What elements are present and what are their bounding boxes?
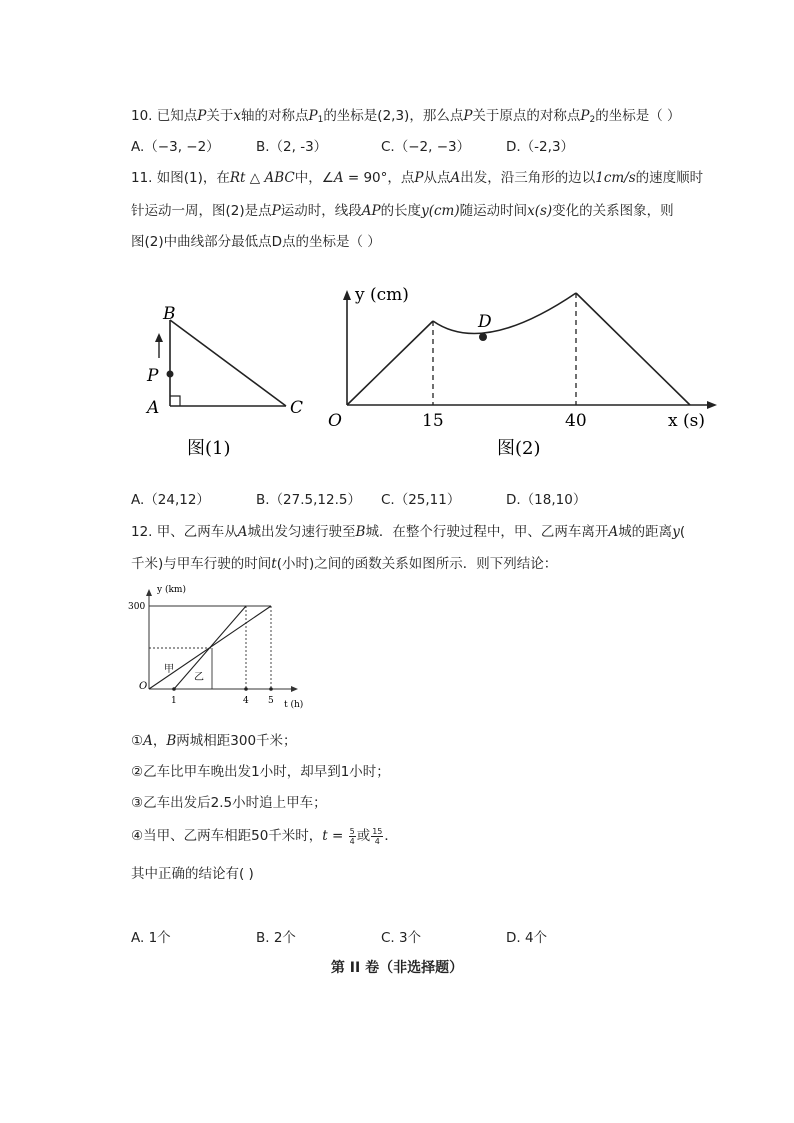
- right-angle-mark: [170, 396, 180, 406]
- label-d: D: [478, 312, 492, 332]
- q10-sub: 2: [589, 115, 596, 125]
- q10-text: 的坐标是（ ）: [595, 108, 681, 124]
- x-axis-label: t (h): [284, 700, 304, 710]
- tick-label-5: 5: [268, 696, 274, 706]
- q11-math: A: [333, 170, 344, 186]
- q11-option-d[interactable]: D.（18,10）: [506, 492, 587, 508]
- q10-text: 轴的对称点: [240, 108, 309, 124]
- q12-conclusion-4: [131, 824, 398, 846]
- q12-conclusion-1: [131, 729, 297, 749]
- q12-text: 千米)与甲车行驶的时间: [131, 556, 272, 572]
- q12-question: 其中正确的结论有( ): [131, 866, 254, 882]
- triangle-side-bc: [170, 320, 286, 406]
- section-title: 第 II 卷（非选择题）: [330, 960, 464, 976]
- label-yi: 乙: [194, 672, 204, 683]
- q12-stem-line2: [131, 552, 557, 572]
- q11-text: = 90°，点: [343, 170, 415, 186]
- q12-graph: [125, 580, 315, 715]
- y-axis-label: y (km): [157, 585, 186, 595]
- q12-option-d[interactable]: D. 4个: [506, 930, 548, 946]
- q11-math: y(cm): [421, 203, 460, 219]
- direction-arrow-icon: [155, 333, 163, 342]
- q11-math: P: [414, 170, 424, 186]
- tick-label-4: 4: [243, 696, 249, 706]
- q10-var-p: P: [463, 108, 473, 124]
- label-b: B: [163, 304, 176, 324]
- q12-text: ，: [152, 733, 167, 749]
- q10-text: 关于: [206, 108, 234, 124]
- q11-text: 从点: [423, 170, 451, 186]
- graph-curve: [433, 293, 576, 334]
- fraction-15-4: [371, 827, 383, 846]
- denominator: 4: [374, 836, 380, 846]
- point-d: [479, 333, 487, 341]
- label-p: P: [147, 366, 159, 386]
- q11-math: 1cm/s: [595, 170, 636, 186]
- q12-text: 城的距离: [618, 524, 673, 540]
- q11-math: AP: [361, 203, 381, 219]
- q12-stem-line1: [131, 520, 685, 540]
- y-axis-label: y (cm): [355, 285, 409, 305]
- tick-label-1: 1: [171, 696, 177, 706]
- q12-math: t: [271, 556, 277, 572]
- point-t5: [269, 687, 273, 691]
- q10-var-x: x: [233, 108, 241, 124]
- q10-var-p: P: [197, 108, 207, 124]
- y-axis-arrow-icon: [146, 589, 152, 596]
- x-axis-arrow-icon: [291, 686, 298, 692]
- q11-math: x(s): [527, 203, 553, 219]
- q10-option-d[interactable]: D.（-2,3）: [506, 139, 575, 155]
- x-axis-arrow-icon: [707, 401, 717, 409]
- q11-math: P: [271, 203, 281, 219]
- q11-figure-1: [135, 295, 315, 465]
- q10-option-c[interactable]: C.（−2, −3）: [381, 139, 471, 155]
- q10-option-b[interactable]: B.（2, -3）: [256, 139, 328, 155]
- q12-text: =: [327, 828, 348, 844]
- origin-label: O: [328, 411, 342, 431]
- figure-2-caption: 图(2): [497, 438, 541, 459]
- q12-math: A: [608, 524, 619, 540]
- q11-text: 变化的关系图象，则: [552, 203, 674, 219]
- q10-text: 关于原点的对称点: [472, 108, 581, 124]
- q12-math: y: [672, 524, 680, 540]
- q11-text: 11. 如图(1)，在: [131, 170, 230, 186]
- numerator: 15: [372, 826, 383, 836]
- q11-figure-2: [325, 280, 725, 465]
- graph-segment-rise: [347, 321, 433, 405]
- graph-segment-fall: [576, 293, 690, 405]
- q11-option-c[interactable]: C.（25,11）: [381, 492, 461, 508]
- y-axis-arrow-icon: [343, 290, 351, 300]
- q10-text: 的坐标是(2,3)，那么点: [323, 108, 464, 124]
- q11-text: 随运动时间: [459, 203, 528, 219]
- q12-text: (: [679, 524, 686, 540]
- q10-option-a[interactable]: A.（−3, −2）: [131, 139, 220, 155]
- q12-text: 12. 甲、乙两车从: [131, 524, 238, 540]
- q12-conclusion-3: ③乙车出发后2.5小时追上甲车；: [131, 795, 327, 811]
- q12-math: t: [322, 828, 328, 844]
- q12-text: ．: [384, 828, 398, 844]
- q11-text: 出发，沿三角形的边以: [460, 170, 596, 186]
- q12-text: 两城相距300千米；: [176, 733, 297, 749]
- q12-option-b[interactable]: B. 2个: [256, 930, 296, 946]
- q11-text: 的长度: [380, 203, 422, 219]
- q11-text: 中，∠: [294, 170, 334, 186]
- numerator: 5: [349, 826, 355, 836]
- q11-option-a[interactable]: A.（24,12）: [131, 492, 210, 508]
- q12-text: 城出发匀速行驶至: [247, 524, 356, 540]
- tick-label-300: 300: [128, 602, 146, 612]
- q12-text: 城．在整个行驶过程中，甲、乙两车离开: [365, 524, 609, 540]
- q11-stem-line3: 图(2)中曲线部分最低点D点的坐标是（ ）: [131, 234, 381, 250]
- q11-text: 运动时，线段: [280, 203, 362, 219]
- q12-option-a[interactable]: A. 1个: [131, 930, 171, 946]
- tick-label-15: 15: [422, 411, 444, 431]
- q12-math: B: [166, 733, 177, 749]
- q11-stem-line1: [131, 166, 703, 186]
- q11-text: 针运动一周，图(2)是点: [131, 203, 272, 219]
- q12-math: B: [355, 524, 366, 540]
- q11-stem-line2: [131, 199, 674, 219]
- q12-text: ④当甲、乙两车相距50千米时，: [131, 828, 323, 844]
- q10-stem: [131, 104, 681, 125]
- q11-math: A: [450, 170, 461, 186]
- q12-math: A: [143, 733, 153, 749]
- q12-text: (小时)之间的函数关系如图所示．则下列结论：: [276, 556, 558, 572]
- q12-option-c[interactable]: C. 3个: [381, 930, 422, 946]
- q10-text: 10. 已知点: [131, 108, 198, 124]
- q10-var-p2: P: [580, 108, 590, 124]
- q10-var-p1: P: [308, 108, 318, 124]
- label-a: A: [147, 398, 160, 418]
- fraction-5-4: [349, 827, 356, 846]
- q12-conclusion-2: ②乙车比甲车晚出发1小时，却早到1小时；: [131, 764, 390, 780]
- q11-text: 的速度顺时: [635, 170, 704, 186]
- label-c: C: [290, 398, 304, 418]
- figure-1-caption: 图(1): [187, 438, 231, 459]
- q12-text: 或: [356, 828, 371, 844]
- q12-math: A: [237, 524, 248, 540]
- tick-label-40: 40: [565, 411, 587, 431]
- point-t4: [244, 687, 248, 691]
- denominator: 4: [349, 836, 355, 846]
- q10-sub: 1: [317, 115, 324, 125]
- q11-option-b[interactable]: B.（27.5,12.5）: [256, 492, 361, 508]
- x-axis-label: x (s): [668, 411, 705, 431]
- origin-label: O: [139, 681, 148, 692]
- q11-math: Rt △ ABC: [229, 170, 295, 186]
- point-p: [167, 371, 174, 378]
- label-jia: 甲: [164, 664, 174, 675]
- point-t1: [172, 687, 176, 691]
- line-yi: [174, 606, 246, 689]
- q12-text: ①: [131, 733, 144, 749]
